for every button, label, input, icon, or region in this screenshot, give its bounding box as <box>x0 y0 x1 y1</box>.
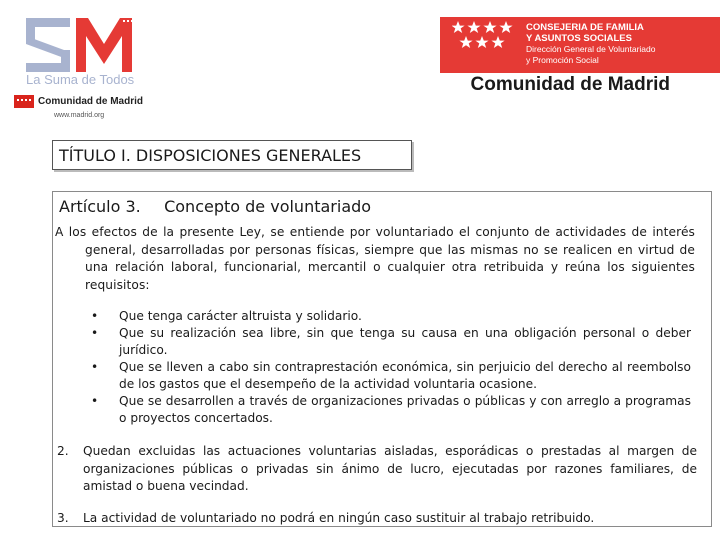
consejeria-banner <box>440 17 720 73</box>
paragraph-1 <box>55 224 695 294</box>
requirements-list <box>91 308 691 427</box>
bullet-icon: • <box>91 360 99 374</box>
consejeria-line1: CONSEJERIA DE FAMILIA <box>526 22 644 33</box>
consejeria-line3: Dirección General de Voluntariado <box>526 44 656 54</box>
madrid-flag-icon <box>14 95 34 108</box>
mini-brand <box>14 95 143 108</box>
bullet-icon: • <box>91 309 99 323</box>
list-item-text: Que se desarrollen a través de organizaciones privadas o públicas y con arreglo a programas o proyectos concertados. <box>119 394 691 425</box>
numbered-item-2 <box>57 443 697 496</box>
mini-brand-label: Comunidad de Madrid <box>38 96 143 107</box>
brand-name: Comunidad de Madrid <box>470 74 670 95</box>
list-item-text: Que su realización sea libre, sin que tenga su causa en una obligación personal o deber jurídico. <box>119 326 691 357</box>
sm-logo <box>24 14 144 76</box>
list-item-text: Que se lleven a cabo sin contraprestación económica, sin perjuicio del derecho al reembolso de los gastos que el desempeño de la actividad voluntaria ocasione. <box>119 360 691 391</box>
section-title: TÍTULO I. DISPOSICIONES GENERALES <box>52 140 412 170</box>
article-title: Concepto de voluntariado <box>164 197 372 216</box>
bullet-icon: • <box>91 394 99 408</box>
consejeria-line4: y Promoción Social <box>526 55 599 65</box>
paragraph-1-text: A los efectos de la presente Ley, se entiende por voluntariado el conjunto de actividades de interés general, desarrolladas por personas físicas, siempre que las mismas no se realicen en virtud de una relación laboral, funcionarial, mercantil o cualquier otra retribuida y reúna los siguientes requisitos: <box>55 225 695 292</box>
list-item <box>91 325 691 359</box>
list-item <box>91 393 691 427</box>
article-number: Artículo 3. <box>59 197 141 216</box>
list-item <box>91 359 691 393</box>
article-box <box>52 191 712 527</box>
bullet-icon: • <box>91 326 99 340</box>
item-number: 2. <box>57 444 69 458</box>
list-item <box>91 308 691 325</box>
item-number: 3. <box>57 511 69 525</box>
item-text: Quedan excluidas las actuaciones voluntarias aisladas, esporádicas o prestadas al margen de organizaciones públicas o privadas sin ánimo de lucro, ejecutadas por razones familiares, de amistad o buena vecindad. <box>83 444 697 493</box>
article-heading <box>59 197 371 216</box>
tagline: La Suma de Todos <box>26 72 135 87</box>
list-item-text: Que tenga carácter altruista y solidario. <box>119 309 362 323</box>
numbered-item-3 <box>57 510 697 528</box>
item-text: La actividad de voluntariado no podrá en ningún caso sustituir al trabajo retribuido. <box>83 511 595 525</box>
website-url: www.madrid.org <box>54 112 105 119</box>
consejeria-line2: Y ASUNTOS SOCIALES <box>526 33 632 44</box>
stars-icon <box>452 20 518 50</box>
